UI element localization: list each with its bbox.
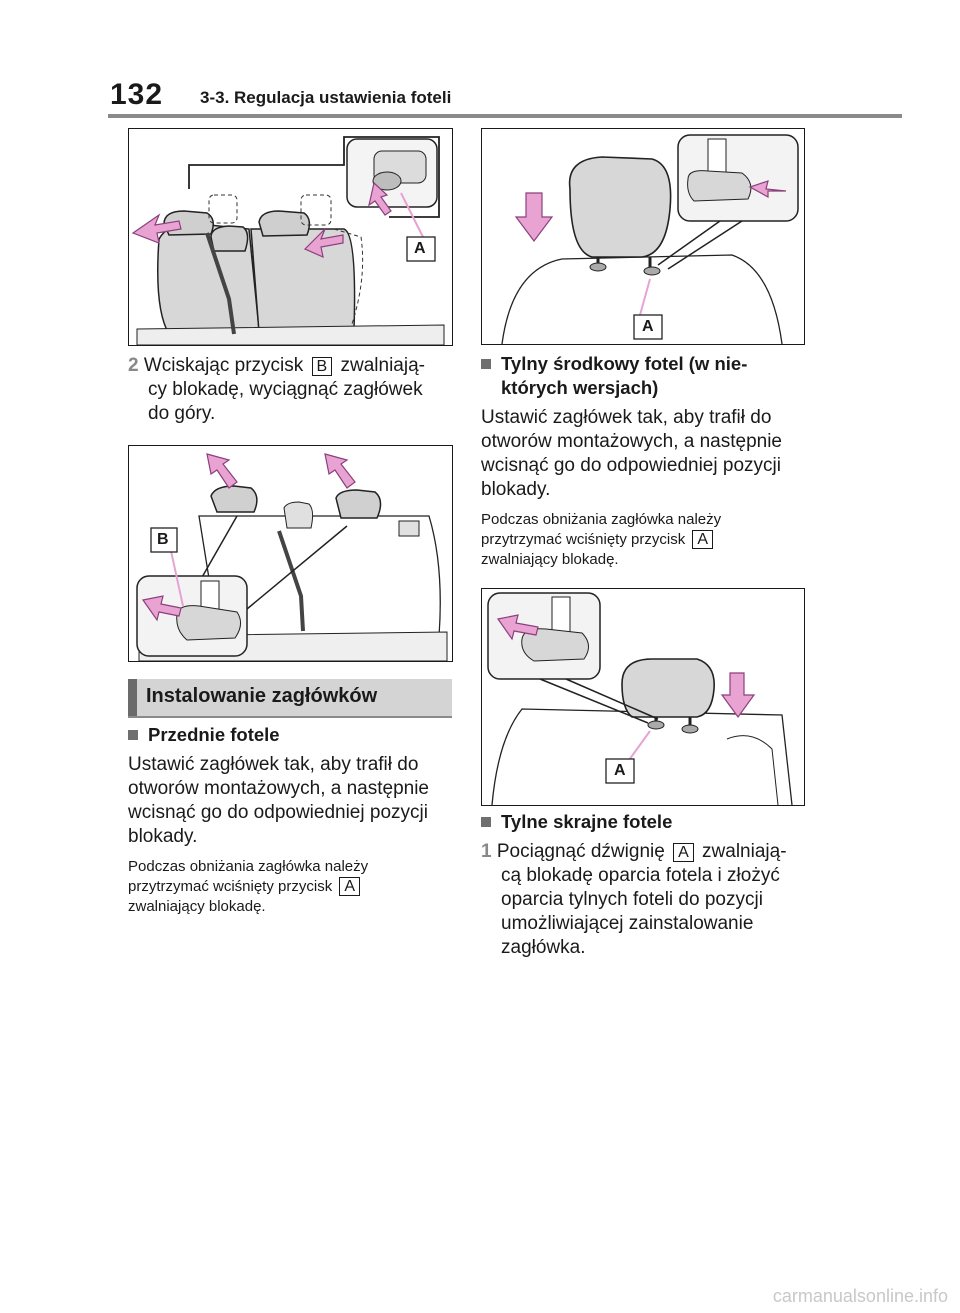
install-section-banner bbox=[128, 679, 452, 716]
rear-center-body-line: Ustawić zagłówek tak, aby trafił do bbox=[481, 407, 772, 428]
step-1-line: oparcia tylnych foteli do pozycji bbox=[501, 889, 763, 910]
label-b: B bbox=[157, 531, 169, 548]
rear-center-section bbox=[481, 352, 821, 570]
lever-a-reference: A bbox=[673, 843, 694, 862]
install-section-title: Instalowanie zagłówków bbox=[146, 685, 378, 707]
rear-center-note-line: Podczas obniżania zagłówka należy bbox=[481, 511, 722, 528]
bullet-square bbox=[128, 730, 138, 740]
front-body-line: blokady. bbox=[128, 826, 198, 847]
step-1-number: 1 bbox=[481, 841, 492, 862]
rear-center-body-line: blokady. bbox=[481, 479, 551, 500]
front-seats-heading bbox=[128, 723, 458, 747]
rear-center-heading-line-2: których wersjach) bbox=[501, 377, 659, 398]
button-a-reference: A bbox=[692, 530, 713, 549]
banner-rule bbox=[128, 716, 452, 718]
rear-outer-section bbox=[481, 810, 821, 960]
front-note-line: Podczas obniżania zagłówka należy bbox=[128, 858, 369, 875]
rear-center-note-line bbox=[481, 530, 821, 550]
label-a: A bbox=[414, 240, 426, 257]
rear-center-heading bbox=[481, 352, 821, 376]
front-seats-body bbox=[128, 753, 458, 849]
step-2-line-3: do góry. bbox=[148, 403, 216, 424]
step-2-number: 2 bbox=[128, 355, 139, 376]
figure-remove-headrests-drawing bbox=[129, 446, 452, 661]
rear-center-body bbox=[481, 406, 821, 502]
rear-outer-step-1 bbox=[481, 840, 821, 960]
step-1-line: cą blokadę oparcia fotela i złożyć bbox=[501, 865, 780, 886]
page-number: 132 bbox=[110, 78, 164, 111]
rear-center-body-line: wcisnąć go do odpowiedniej pozycji bbox=[481, 455, 781, 476]
front-note-line: zwalniający blokadę. bbox=[128, 898, 266, 915]
front-body-line: wcisnąć go do odpowiedniej pozycji bbox=[128, 802, 428, 823]
rear-center-heading-line-1: Tylny środkowy fotel (w nie- bbox=[501, 353, 748, 374]
front-seats-section bbox=[128, 723, 458, 917]
front-note-text: przytrzymać wciśnięty przycisk bbox=[128, 878, 333, 895]
rear-outer-heading-text: Tylne skrajne fotele bbox=[501, 811, 673, 832]
front-body-line: Ustawić zagłówek tak, aby trafił do bbox=[128, 754, 419, 775]
front-body-line: otworów montażowych, a następnie bbox=[128, 778, 429, 799]
watermark: carmanualsonline.info bbox=[772, 1286, 948, 1306]
header-rule bbox=[108, 114, 902, 118]
rear-center-note-text: przytrzymać wciśnięty przycisk bbox=[481, 531, 686, 548]
front-seats-heading-text: Przednie fotele bbox=[148, 724, 280, 745]
figure-rear-outer-install-drawing bbox=[482, 589, 804, 805]
label-a: A bbox=[614, 762, 626, 779]
banner-bar bbox=[128, 679, 137, 716]
step-2-line-2: cy blokadę, wyciągnąć zagłówek bbox=[148, 379, 423, 400]
front-seats-note bbox=[128, 857, 458, 917]
rear-center-note-line: zwalniający blokadę. bbox=[481, 551, 619, 568]
figure-rear-center-install bbox=[481, 128, 805, 345]
section-title: 3-3. Regulacja ustawienia foteli bbox=[200, 88, 452, 107]
step-1-text-end: zwalniają- bbox=[702, 841, 787, 862]
step-2-text-start: Wciskając przycisk bbox=[143, 355, 304, 376]
step-2 bbox=[128, 354, 425, 426]
figure-rear-outer-install bbox=[481, 588, 805, 806]
bullet-square bbox=[481, 359, 491, 369]
figure-rear-seat-overview bbox=[128, 128, 453, 346]
rear-center-note bbox=[481, 510, 821, 570]
figure-remove-headrests bbox=[128, 445, 453, 662]
step-1-text-start: Pociągnąć dźwignię bbox=[496, 841, 665, 862]
step-1-line: zagłówka. bbox=[501, 937, 586, 958]
figure-rear-center-install-drawing bbox=[482, 129, 804, 344]
figure-rear-seat-overview-drawing bbox=[129, 129, 452, 345]
front-note-line bbox=[128, 877, 458, 897]
rear-center-body-line: otworów montażowych, a następnie bbox=[481, 431, 782, 452]
button-b-reference: B bbox=[312, 357, 333, 376]
rear-outer-heading bbox=[481, 810, 821, 834]
bullet-square bbox=[481, 817, 491, 827]
label-a: A bbox=[642, 318, 654, 335]
button-a-reference: A bbox=[339, 877, 360, 896]
step-2-text-end: zwalniają- bbox=[340, 355, 425, 376]
step-1-line: umożliwiającej zainstalowanie bbox=[501, 913, 754, 934]
